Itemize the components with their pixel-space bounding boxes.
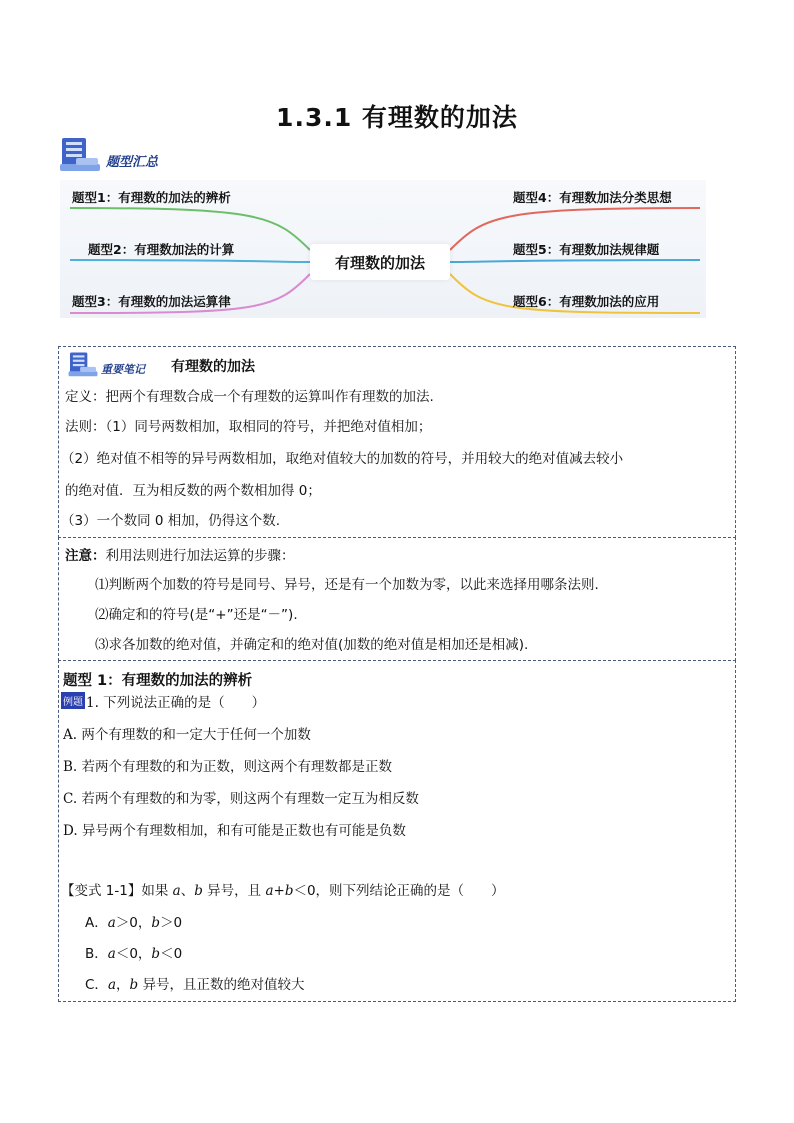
variant-text: ＞0: [160, 915, 183, 931]
type1-heading: 题型 1：有理数的加法的辨析: [63, 673, 253, 689]
type-mindmap: [60, 180, 706, 318]
variant-option-label: C．: [85, 977, 108, 993]
example-tag: 例题: [61, 692, 85, 709]
type1-box: [58, 660, 736, 1002]
variant-option-label: A．: [85, 915, 108, 931]
mindmap-item-type6: 题型6：有理数加法的应用: [513, 294, 660, 309]
page-title: 1.3.1 有理数的加法: [276, 103, 518, 132]
variant-text: 异号，且正数的绝对值较大: [138, 977, 305, 993]
branch-teal: [450, 260, 700, 262]
notes-definition: 定义：把两个有理数合成一个有理数的运算叫作有理数的加法.: [65, 389, 434, 405]
variant-var-b: b: [151, 915, 161, 931]
attention-box: [58, 537, 736, 661]
variant-text: ＜0，: [115, 946, 152, 962]
notes-badge-label: 重要笔记: [101, 363, 145, 376]
variant-var-a: a: [107, 946, 116, 962]
variant-option-c: [85, 973, 304, 993]
variant-var-a: a: [107, 977, 116, 993]
variant-option-a: [85, 911, 182, 931]
variant-text: ＜0: [160, 946, 183, 962]
book-stack-icon: [67, 351, 99, 377]
mindmap-item-type5: 题型5：有理数加法规律题: [513, 242, 660, 257]
variant-label: 【变式 1-1】: [61, 883, 142, 899]
variant-var-b: b: [151, 946, 161, 962]
mindmap-item-type2: 题型2：有理数加法的计算: [88, 242, 235, 257]
notes-rule1: 法则：（1）同号两数相加，取相同的符号，并把绝对值相加；: [65, 419, 432, 435]
type1-question-line: [61, 691, 265, 711]
variant-option-label: B．: [85, 946, 108, 962]
attention-intro: 利用法则进行加法运算的步骤：: [105, 548, 295, 564]
summary-badge: [58, 136, 158, 172]
notes-rule3: （3）一个数同 0 相加，仍得这个数.: [61, 513, 281, 529]
variant-text: 如果: [141, 883, 173, 899]
attention-step1: ⑴判断两个加数的符号是同号、异号，还是有一个加数为零，以此来选择用哪条法则.: [95, 577, 599, 593]
summary-badge-label: 题型汇总: [106, 155, 159, 170]
notes-heading: 有理数的加法: [171, 359, 255, 375]
variant-expr: a+b: [265, 883, 294, 899]
attention-step2: ⑵确定和的符号(是“+”还是“－”).: [95, 607, 298, 623]
variant-var-b: b: [194, 883, 203, 899]
variant-text: ＞0，: [115, 915, 152, 931]
attention-label: 注意：: [65, 548, 106, 564]
variant-text: 、: [180, 883, 195, 899]
type1-option-c: C. 若两个有理数的和为零，则这两个有理数一定互为相反数: [63, 791, 419, 807]
attention-step3: ⑶求各加数的绝对值，并确定和的绝对值(加数的绝对值是相加还是相减).: [95, 637, 529, 653]
notes-rule2a: （2）绝对值不相等的异号两数相加，取绝对值较大的加数的符号，并用较大的绝对值减去较小: [61, 451, 624, 467]
variant-var-a: a: [107, 915, 116, 931]
variant-question: [61, 879, 505, 899]
notes-badge: [67, 351, 145, 377]
variant-text: ，: [116, 977, 130, 993]
mindmap-item-type4: 题型4：有理数加法分类思想: [513, 190, 672, 205]
book-stack-icon: [58, 136, 102, 172]
type1-option-b: B. 若两个有理数的和为正数，则这两个有理数都是正数: [63, 759, 393, 775]
type1-option-d: D. 异号两个有理数相加，和有可能是正数也有可能是负数: [63, 823, 406, 839]
variant-option-b: [85, 942, 182, 962]
branch-blue: [70, 260, 310, 262]
variant-var-b: b: [129, 977, 139, 993]
attention-line: [65, 544, 295, 564]
variant-text: 异号，且: [202, 883, 266, 899]
type1-question: 1. 下列说法正确的是（ ）: [86, 695, 266, 711]
variant-text: ＜0，则下列结论正确的是（ ）: [293, 883, 505, 899]
notes-box: [58, 346, 736, 538]
mindmap-item-type3: 题型3：有理数的加法运算律: [72, 294, 231, 309]
notes-rule2b: 的绝对值．互为相反数的两个数相加得 0；: [65, 483, 321, 499]
variant-var-a: a: [172, 883, 181, 899]
mindmap-item-type1: 题型1：有理数的加法的辨析: [72, 190, 231, 205]
mindmap-center: 有理数的加法: [310, 244, 450, 280]
type1-option-a: A. 两个有理数的和一定大于任何一个加数: [63, 727, 311, 743]
